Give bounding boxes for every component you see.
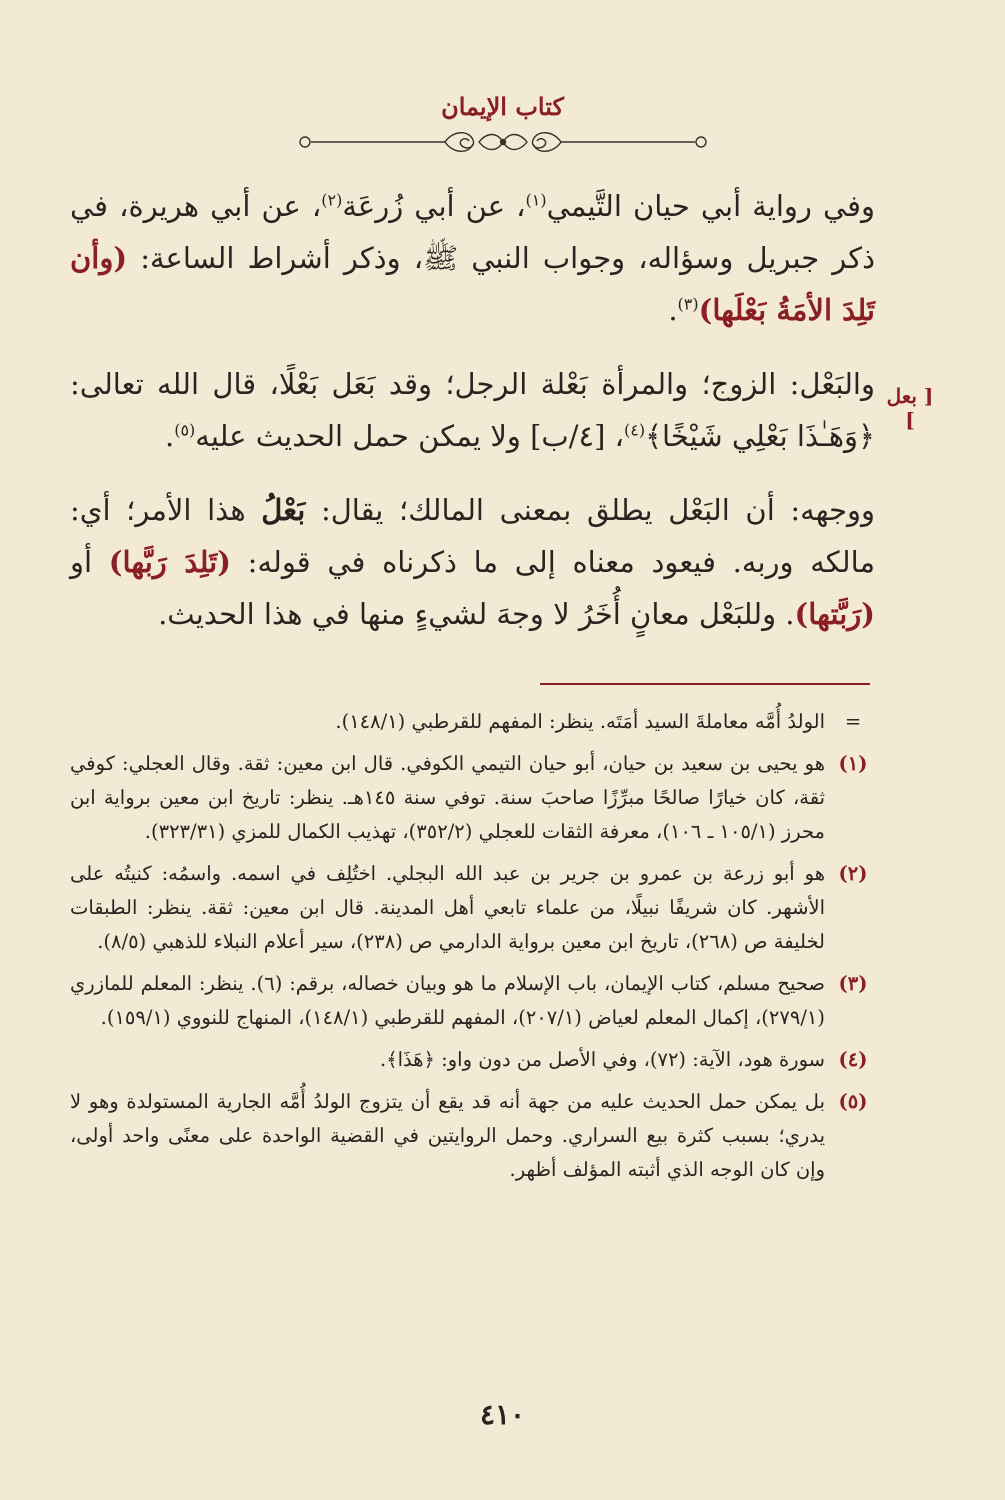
page-title: كتاب الإيمان	[441, 92, 564, 121]
p3-bold-word: بَعْلُ	[261, 493, 306, 527]
paragraph-3	[70, 484, 875, 640]
footnote-text: هو يحيى بن سعيد بن حيان، أبو حيان التيمي الكوفي. قال ابن معين: ثقة. وقال العجلي: كوفي ثقة، كان خيارًا صالحًا مبرِّزًا صاحبَ سنة. توفي سنة ١٤٥هـ. ينظر: تاريخ ابن معين برواية ابن محرز (١٠٥/١ ـ ١٠٦)، معرفة الثقات للعجلي (٣٥٢/٢)، تهذيب الكمال للمزي (٣٢٣/٣١).	[70, 752, 825, 843]
footnote-continuation	[70, 705, 875, 739]
footnote-separator	[540, 683, 870, 685]
p2-end: .	[164, 419, 175, 453]
footnote-text: هو أبو زرعة بن عمرو بن جرير بن عبد الله البجلي. اختُلِف في اسمه. واسمُه: كنيتُه على الأشهر. كان شريفًا نبيلًا، من علماء تابعي أهل المدينة. قال ابن معين: ثقة. ينظر: الطبقات لخليفة ص (٢٦٨)، تاريخ ابن معين برواية الدارمي ص (٢٣٨)، سير أعلام النبلاء للذهبي (٨/٥).	[70, 862, 825, 953]
p1-text-b: ، عن أبي زُرعَة	[342, 189, 526, 223]
footnote-5	[70, 1085, 875, 1187]
footnote-text: بل يمكن حمل الحديث عليه من جهة أنه قد يقع أن يتزوج الولدُ أُمَّه الجارية المستولدة وهو لا يدري؛ بسبب كثرة بيع السراري. وحمل الروايتين في القضية الواحدة على معنًى واحد أولى، وإن كان الوجه الذي أثبته المؤلف أظهر.	[70, 1090, 825, 1181]
footnote-ref-1: (١)	[525, 190, 547, 210]
footnote-number: (٣)	[838, 972, 868, 995]
quran-verse: ﴿وَهَـٰذَا بَعْلِي شَيْخًا﴾	[645, 419, 875, 453]
hadith-quote: (وأن تَلِدَ الأمَةُ بَعْلَها)	[70, 241, 875, 327]
footnote-continuation-mark: =	[844, 710, 862, 733]
paragraph-1	[70, 180, 875, 336]
p3-text-c: . وللبَعْل معانٍ أُخَرُ لا وجهَ لشيءٍ منها في هذا الحديث.	[158, 597, 795, 631]
ornament-divider-icon	[283, 127, 723, 157]
p2-text-b: ، [٤/ب] ولا يمكن حمل الحديث عليه	[195, 419, 624, 453]
footnote-number: (٢)	[838, 862, 868, 885]
footnote-4	[70, 1043, 875, 1077]
page-number: ٤١٠	[479, 1398, 526, 1431]
footnote-number: (٥)	[838, 1090, 868, 1113]
p3-or: أو	[70, 545, 109, 579]
p3-text-b: هذا الأمر؛ أي: مالكه وربه. فيعود معناه إلى ما ذكرناه في قوله:	[70, 493, 875, 579]
footnote-3	[70, 967, 875, 1035]
footnote-ref-4: (٤)	[623, 420, 646, 440]
p1-end: .	[668, 293, 678, 327]
footnote-2	[70, 857, 875, 959]
footnote-number: (١)	[838, 752, 868, 775]
p1-text-a: وفي رواية أبي حيان التَّيمي	[546, 189, 875, 223]
quote-rabbaha: (تَلِدَ رَبَّها)	[108, 545, 231, 579]
footnote-continuation-text: الولدُ أُمَّه معاملةَ السيد أمَتَه. ينظر: المفهم للقرطبي (١٤٨/١).	[335, 710, 825, 733]
footnote-text: سورة هود، الآية: (٧٢)، وفي الأصل من دون واو: ﴿هَذَا﴾.	[380, 1048, 825, 1071]
footnote-ref-5: (٥)	[174, 420, 196, 440]
footnote-1	[70, 747, 875, 849]
footnote-ref-3: (٣)	[677, 294, 699, 314]
footnote-ref-2: (٢)	[321, 190, 343, 210]
p2-text-a: والبَعْل: الزوج؛ والمرأة بَعْلة الرجل؛ وقد بَعَل بَعْلًا، قال الله تعالى:	[70, 367, 875, 401]
quote-rabbataha: (رَبَّتها)	[794, 597, 875, 631]
footnote-number: (٤)	[838, 1048, 868, 1071]
p3-text-a: ووجهه: أن البَعْل يطلق بمعنى المالك؛ يقال:	[305, 493, 875, 527]
running-header	[0, 92, 1005, 157]
footnote-text: صحيح مسلم، كتاب الإيمان، باب الإسلام ما هو وبيان خصاله، برقم: (٦). ينظر: المعلم للمازري (٢٧٩/١)، إكمال المعلم لعياض (٢٠٧/١)، المفهم للقرطبي (١٤٨/١)، المنهاج للنووي (١٥٩/١).	[70, 972, 825, 1029]
main-text	[70, 180, 875, 662]
footnotes	[70, 705, 875, 1195]
paragraph-2	[70, 358, 875, 462]
margin-keyword: [ بعل ]	[886, 384, 934, 432]
p1-text-c: ، عن أبي هريرة، في ذكر جبريل وسؤاله، وجواب النبي ﷺ، وذكر أشراط الساعة:	[70, 189, 875, 275]
